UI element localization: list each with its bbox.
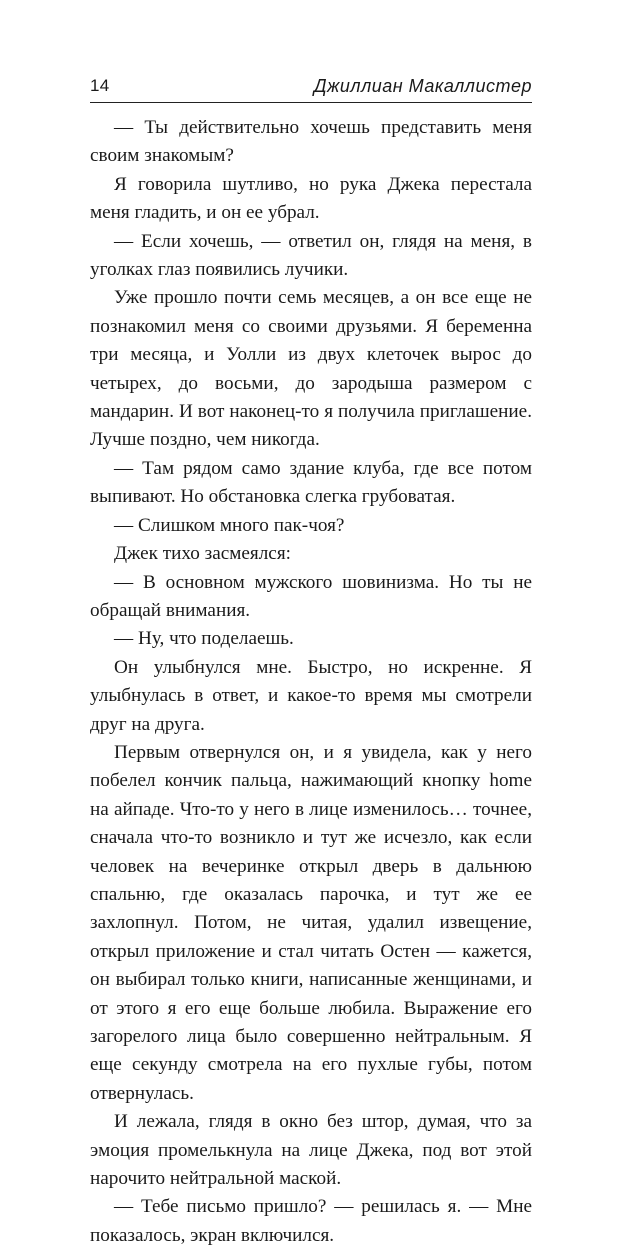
paragraph: Джек тихо засмеялся: (114, 543, 291, 565)
paragraph: — Ты действительно хочешь представить меня своим знакомым? (90, 117, 532, 167)
paragraph: — Слишком много пак-чоя? (114, 514, 345, 536)
paragraph: Я говорила шутливо, но рука Джека перестала меня гладить, и он ее убрал. (90, 173, 532, 224)
paragraph: Первым отвернулся он, и я увидела, как у него побелел кончик пальца, нажимающий кнопку home на айпаде. Что-то у него в лице изменилось… точнее, сначала что-то возникло и тут же исчезло, как если человек на вечеринке открыл дверь в дальнюю спальню, где оказалась парочка, и тут же ее захлопнул. Потом, не читая, удалил извещение, открыл приложение и стал читать Остен — кажется, он выбирал только книги, написанные женщинами, и от этого я его еще больше любила. Выражение его загорелого лица было совершенно нейтральным. Я еще секунду смотрела на его пухлые губы, потом отвернулась. (90, 741, 532, 1104)
paragraph: — В основном мужского шовинизма. Но ты не обращай внимания. (90, 571, 532, 621)
paragraph: — Если хочешь, — ответил он, глядя на меня, в уголках глаз появились лучики. (90, 230, 532, 281)
header-rule (90, 102, 532, 103)
paragraph: — Тебе письмо пришло? — решилась я. — Мне показалось, экран включился. (90, 1196, 532, 1246)
page-number: 14 (90, 76, 110, 95)
paragraph: Уже прошло почти семь месяцев, а он все еще не познакомил меня со своими друзьями. Я беременна три месяца, и Уолли из двух клеточек вырос до четырех, до восьми, до зародыша размером с мандарин. И вот наконец-то я получила приглашение. Лучше поздно, чем никогда. (90, 287, 532, 451)
paragraph: Он улыбнулся мне. Быстро, но искренне. Я улыбнулась в ответ, и какое-то время мы смотрели друг на друга. (90, 656, 532, 735)
running-head (90, 76, 532, 100)
body-text (90, 114, 532, 1250)
paragraph: И лежала, глядя в окно без штор, думая, что за эмоция промелькнула на лице Джека, под вот этой нарочито нейтральной маской. (90, 1111, 532, 1190)
paragraph: — Ну, что поделаешь. (114, 628, 294, 650)
paragraph: — Там рядом само здание клуба, где все потом выпивают. Но обстановка слегка грубоватая. (90, 457, 532, 508)
running-title-author: Джиллиан Макаллистер (313, 76, 532, 96)
